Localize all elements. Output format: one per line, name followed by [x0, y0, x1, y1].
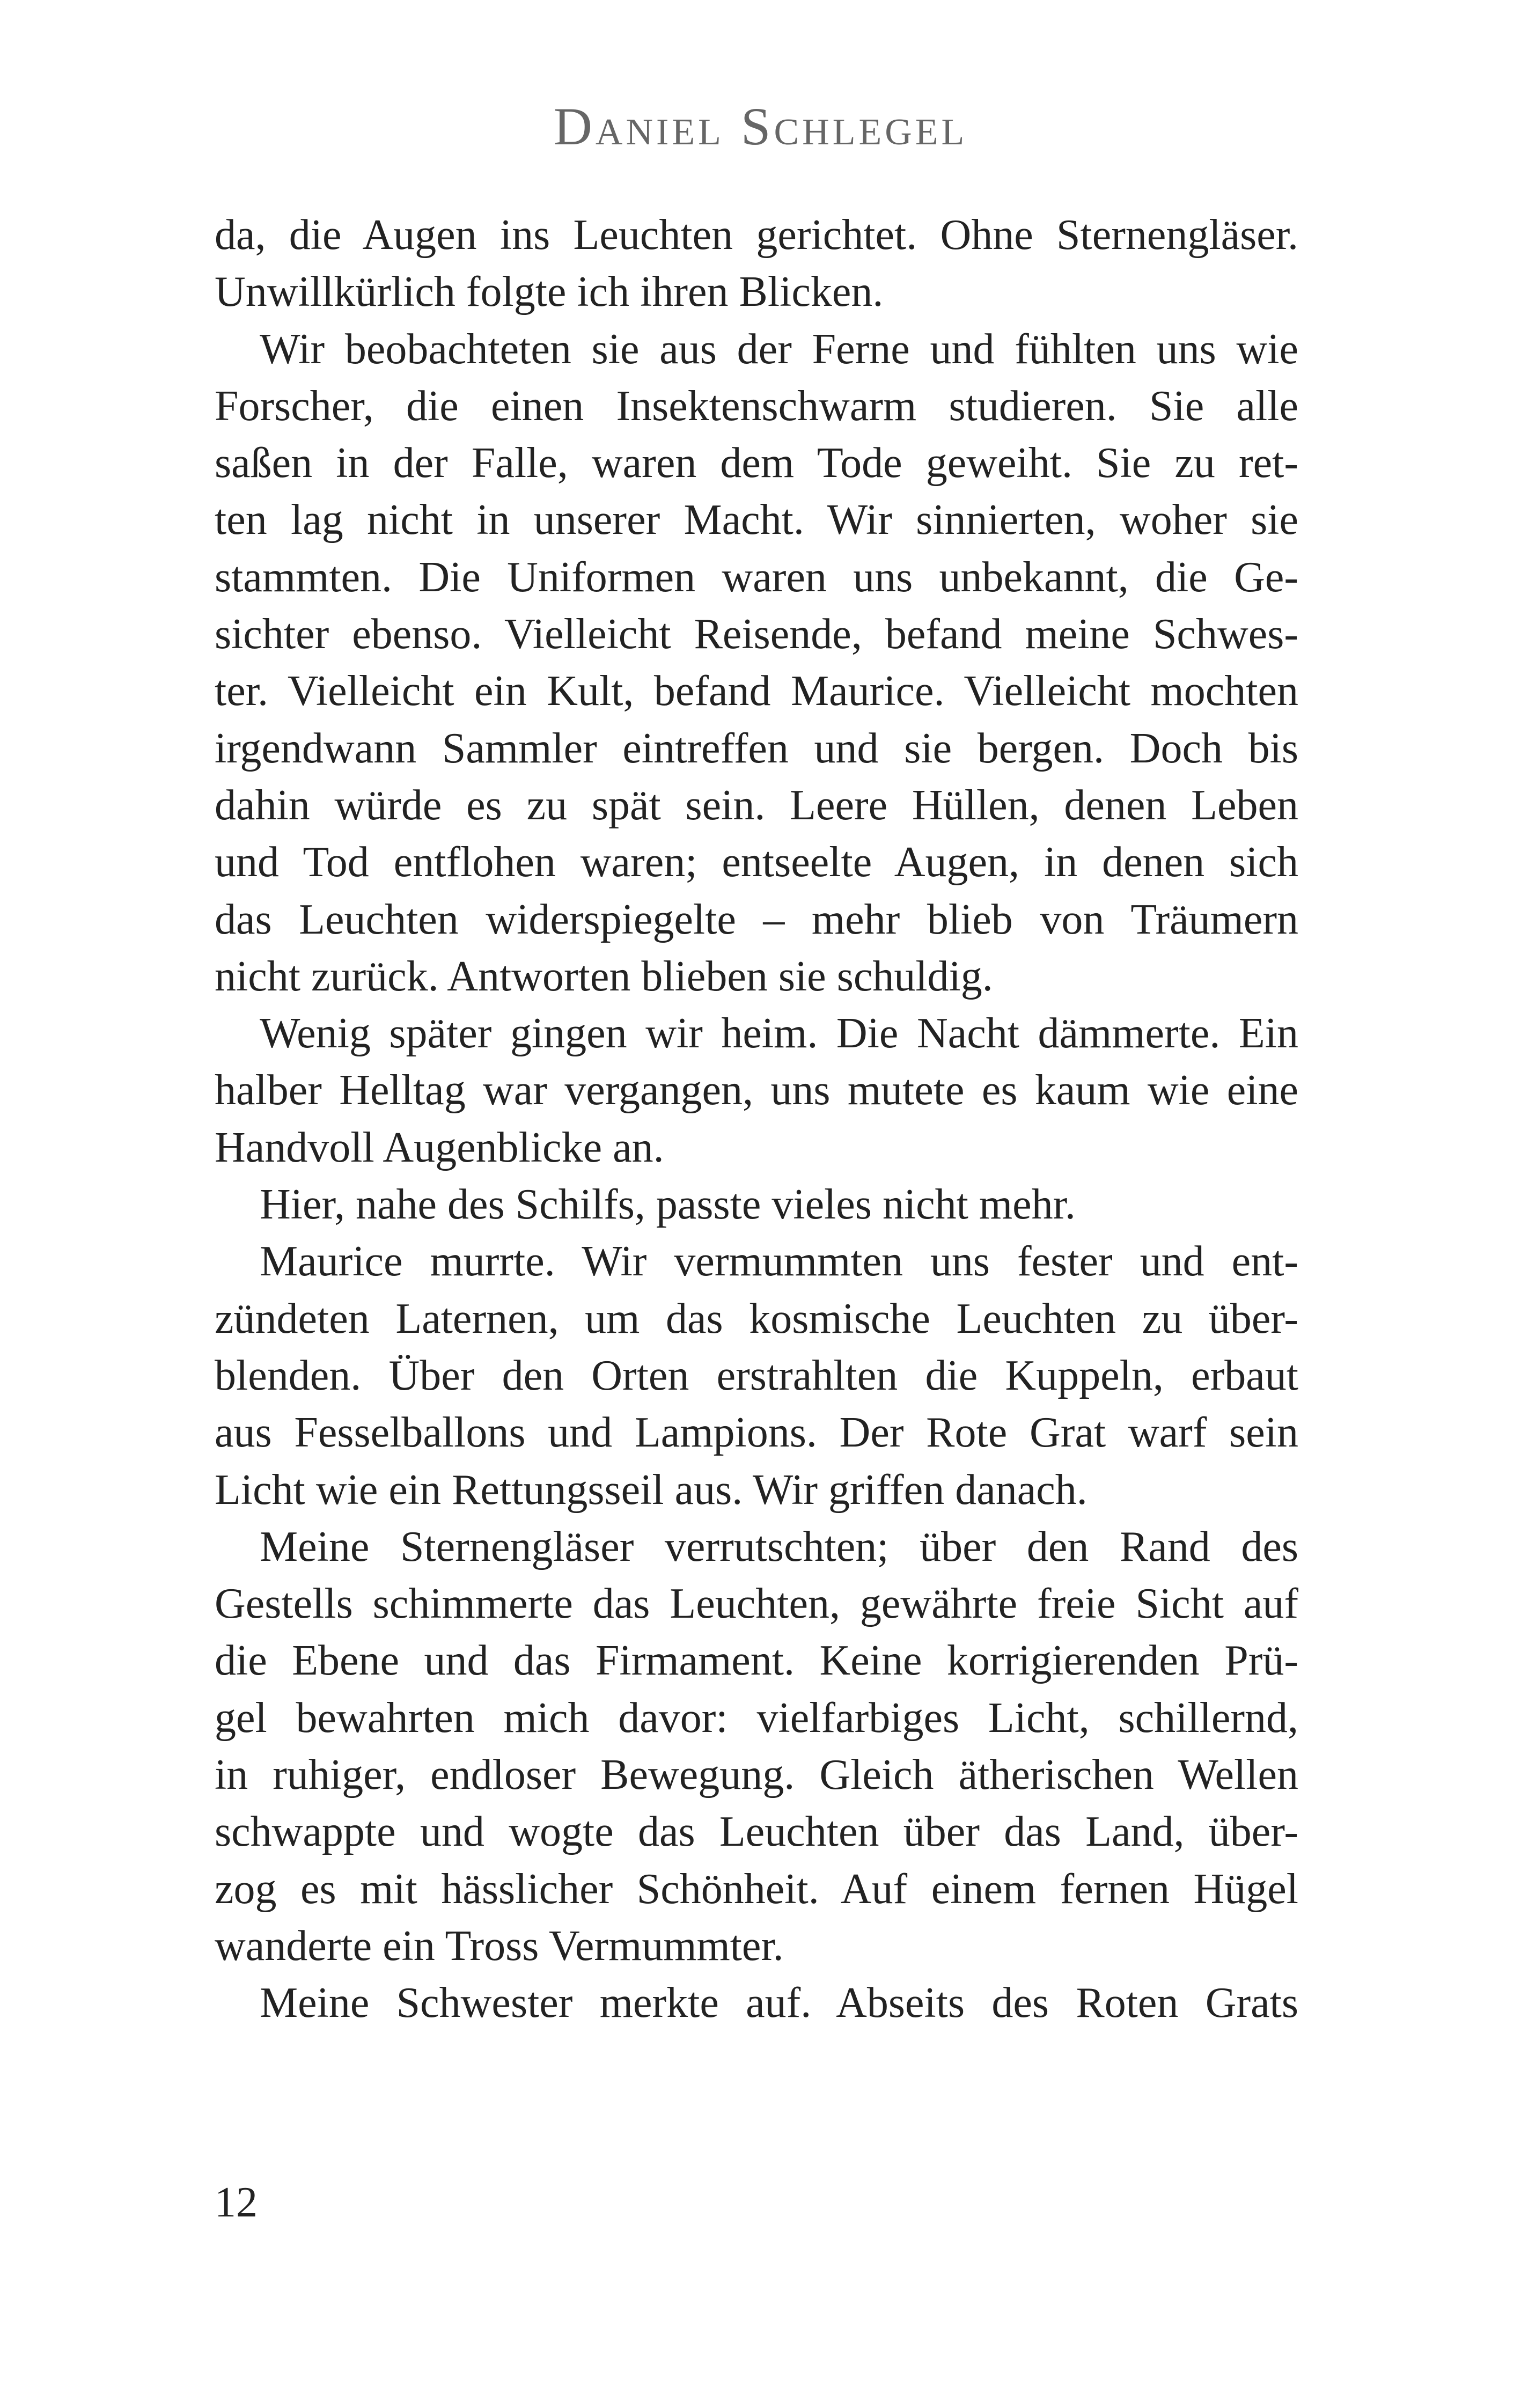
text-line: blenden. Über den Orten erstrahlten die Kuppeln, erbaut — [215, 1352, 1298, 1399]
text-line: Forscher, die einen Insektenschwarm studieren. Sie alle — [215, 382, 1298, 430]
text-line: zündeten Laternen, um das kosmische Leuchten zu über- — [215, 1295, 1298, 1342]
text-line: ten lag nicht in unserer Macht. Wir sinnierten, woher sie — [215, 496, 1298, 544]
text-line: Maurice murrte. Wir vermummten uns fester und ent- — [260, 1238, 1298, 1286]
text-line: Gestells schimmerte das Leuchten, gewährte freie Sicht auf — [215, 1580, 1298, 1628]
text-line: da, die Augen ins Leuchten gerichtet. Ohne Sternengläser. — [215, 211, 1298, 259]
text-line: Meine Schwester merkte auf. Abseits des Roten Grats — [260, 1979, 1298, 2027]
text-line: Hier, nahe des Schilfs, passte vieles nicht mehr. — [260, 1181, 1076, 1229]
page-number: 12 — [215, 2179, 258, 2226]
text-line: die Ebene und das Firmament. Keine korrigierenden Prü- — [215, 1637, 1298, 1685]
text-line: wanderte ein Tross Vermummter. — [215, 1922, 784, 1970]
text-line: dahin würde es zu spät sein. Leere Hüllen, denen Leben — [215, 781, 1298, 829]
text-line: Wir beobachteten sie aus der Ferne und fühlten uns wie — [260, 325, 1298, 373]
text-line: saßen in der Falle, waren dem Tode geweiht. Sie zu ret- — [215, 439, 1298, 487]
text-line: Licht wie ein Rettungsseil aus. Wir griffen danach. — [215, 1466, 1088, 1514]
text-line: irgendwann Sammler eintreffen und sie bergen. Doch bis — [215, 724, 1298, 772]
running-header-author: Daniel Schlegel — [553, 97, 968, 156]
text-line: sichter ebenso. Vielleicht Reisende, befand meine Schwes- — [215, 611, 1298, 658]
text-line: stammten. Die Uniformen waren uns unbekannt, die Ge- — [215, 553, 1298, 601]
text-line: das Leuchten widerspiegelte – mehr blieb von Träumern — [215, 895, 1298, 943]
text-line: Handvoll Augenblicke an. — [215, 1124, 664, 1171]
text-line: schwappte und wogte das Leuchten über das Land, über- — [215, 1808, 1298, 1856]
text-line: und Tod entflohen waren; entseelte Augen, in denen sich — [215, 839, 1298, 886]
text-line: gel bewahrten mich davor: vielfarbiges Licht, schillernd, — [215, 1694, 1298, 1742]
text-line: ter. Vielleicht ein Kult, befand Maurice. Vielleicht mochten — [215, 667, 1298, 715]
text-line: zog es mit hässlicher Schönheit. Auf einem fernen Hügel — [215, 1865, 1298, 1913]
text-line: Meine Sternengläser verrutschten; über den Rand des — [260, 1523, 1298, 1570]
text-line: in ruhiger, endloser Bewegung. Gleich ätherischen Wellen — [215, 1751, 1298, 1799]
text-line: halber Helltag war vergangen, uns mutete es kaum wie eine — [215, 1067, 1298, 1114]
text-line: nicht zurück. Antworten blieben sie schuldig. — [215, 952, 993, 1000]
text-line: aus Fesselballons und Lampions. Der Rote Grat warf sein — [215, 1409, 1298, 1457]
body-text — [215, 207, 1298, 2032]
text-line: Unwillkürlich folgte ich ihren Blicken. — [215, 268, 884, 316]
text-line: Wenig später gingen wir heim. Die Nacht dämmerte. Ein — [260, 1010, 1298, 1058]
